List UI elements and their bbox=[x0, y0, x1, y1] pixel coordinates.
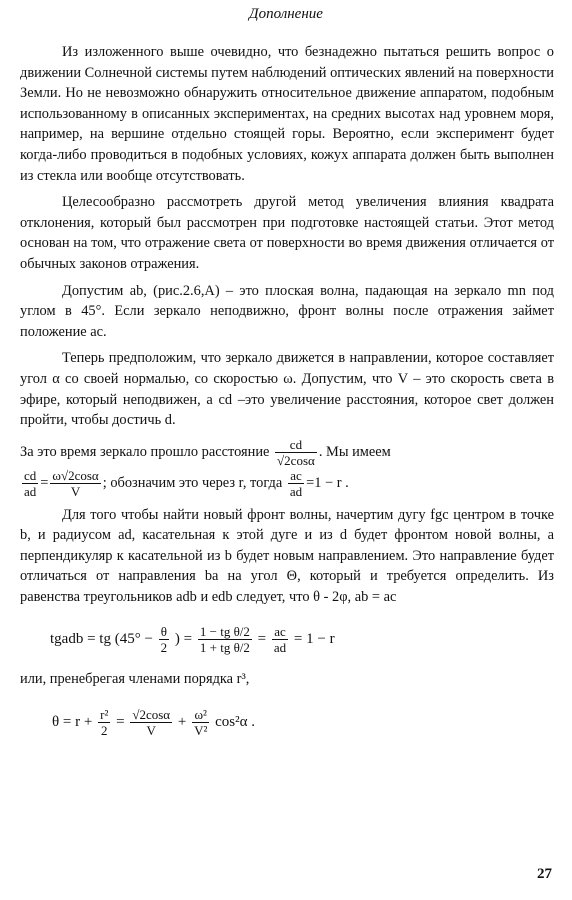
page-body bbox=[20, 42, 554, 752]
fraction-numerator: ω√2cosα bbox=[52, 467, 99, 483]
equation-part: ) = bbox=[174, 630, 193, 647]
fraction-denominator: V² bbox=[194, 723, 208, 739]
page-number: 27 bbox=[537, 866, 552, 882]
fraction-numerator: r² bbox=[100, 707, 109, 723]
equation-theta bbox=[20, 707, 554, 738]
fraction-denominator: ad bbox=[24, 483, 37, 499]
paragraph-5-text-b: . Мы имеем bbox=[318, 443, 391, 460]
fraction-numerator: 1 − tg θ/2 bbox=[199, 623, 250, 639]
half-angle-fraction bbox=[159, 624, 170, 655]
lhs-fraction bbox=[22, 468, 38, 499]
equation-part: tgadb = tg (45° − bbox=[50, 630, 153, 647]
paragraph-5-text-a: За это время зеркало прошло расстояние bbox=[20, 443, 270, 460]
fraction-denominator: √2cosα bbox=[277, 452, 315, 468]
fraction-denominator: 2 bbox=[100, 723, 108, 739]
paragraph-5: За это время зеркало прошло расстояние $\frac{cd}{√2\cos\alpha}$ . Мы имеем $\frac{cd}{ad}$ = $\frac{\omega√2\cos\alpha}{V}$ ; обозначим это через r, тогда $\frac{ac}{ad}$ =1 − r . bbox=[20, 436, 391, 499]
paragraph-3: Допустим ab, (рис.2.6,А) – это плоская волна, падающая на зеркало mn под углом в 45°. Если зеркало неподвижно, фронт волны после отражения займет положение ac. bbox=[20, 282, 554, 340]
paragraph-7: или, пренебрегая членами порядка r³, bbox=[20, 670, 250, 687]
fraction-numerator: ac bbox=[288, 468, 304, 484]
paragraph-5-text-c: ; обозначим это через r, тогда bbox=[102, 474, 283, 491]
fraction-numerator: ac bbox=[272, 624, 288, 640]
square-fraction bbox=[98, 707, 110, 738]
equation-part: = bbox=[116, 714, 125, 731]
equation-part: = 1 − r bbox=[293, 630, 335, 647]
running-title: Дополнение bbox=[249, 6, 323, 22]
fraction-denominator: 1 + tg θ/2 bbox=[199, 639, 250, 655]
paragraph-1: Из изложенного выше очевидно, что безнадежно пытаться решить вопрос о движении Солнечной системы путем наблюдений оптических явлений на поверхности Земли. Но не невозможно обнаружить относительное движение аппаратом, подобным использованному в описанных экспериментах, на средних высотах над уровнем моря, например, на вершине отдельно стоящей горы. Вероятно, если эксперимент будет когда-либо проводиться в подобных условиях, кожух аппарата должен быть выполнен из стекла или вообще отсутствовать. bbox=[20, 44, 555, 184]
tangent-fraction bbox=[198, 624, 252, 655]
ratio-fraction bbox=[288, 468, 304, 499]
paragraph-2: Целесообразно рассмотреть другой метод увеличения влияния квадрата отклонения, который был рассмотрен при подготовке настоящей статьи. Этот метод основан на том, что отражение света от поверхности во время движения отличается от обычных законов отражения. bbox=[20, 194, 554, 272]
equation-tangent bbox=[20, 624, 554, 655]
paragraph-6: Для того чтобы найти новый фронт волны, начертим дугу fgc центром в точке b, и радиусом ad, касательная к этой дуге и из d будет фронтом новой волны, а перпендикуляр к касательной из b будет новым направлением. Это направление будет отличаться от направления ba на угол Θ, который и требуется определить. Из равенства треугольников adb и edb следует, что θ - 2φ, ab = ac bbox=[20, 506, 554, 606]
fraction-numerator: cd bbox=[24, 467, 37, 483]
paragraph-5-text-d: =1 − r . bbox=[306, 474, 349, 491]
ratio-fraction bbox=[272, 624, 288, 655]
equation-part: cos²α . bbox=[215, 714, 255, 731]
cosine-fraction bbox=[130, 707, 172, 738]
paragraph-4: Теперь предположим, что зеркало движется в направлении, которое составляет угол α со своей нормалью, со скоростью ω. Допустим, что V – это скорость света в эфире, который неподвижен, а cd –это увеличение расстояния, которое свет должен пройти, чтобы достичь d. bbox=[20, 350, 554, 429]
fraction-numerator: cd bbox=[275, 437, 317, 453]
fraction-numerator: θ bbox=[159, 624, 170, 640]
fraction-denominator: ad bbox=[289, 483, 303, 499]
fraction-denominator: V bbox=[146, 723, 156, 739]
fraction-numerator: ω² bbox=[192, 707, 209, 723]
equation-part: θ = r + bbox=[52, 714, 93, 731]
fraction-numerator: √2cosα bbox=[132, 707, 171, 723]
distance-fraction bbox=[275, 437, 317, 468]
velocity-fraction bbox=[192, 707, 209, 738]
rhs-fraction bbox=[50, 468, 100, 499]
equation-part: + bbox=[177, 714, 187, 731]
fraction-denominator: ad bbox=[273, 639, 287, 655]
fraction-denominator: V bbox=[70, 483, 81, 499]
fraction-denominator: 2 bbox=[160, 639, 168, 655]
equation-part: = bbox=[257, 630, 267, 647]
